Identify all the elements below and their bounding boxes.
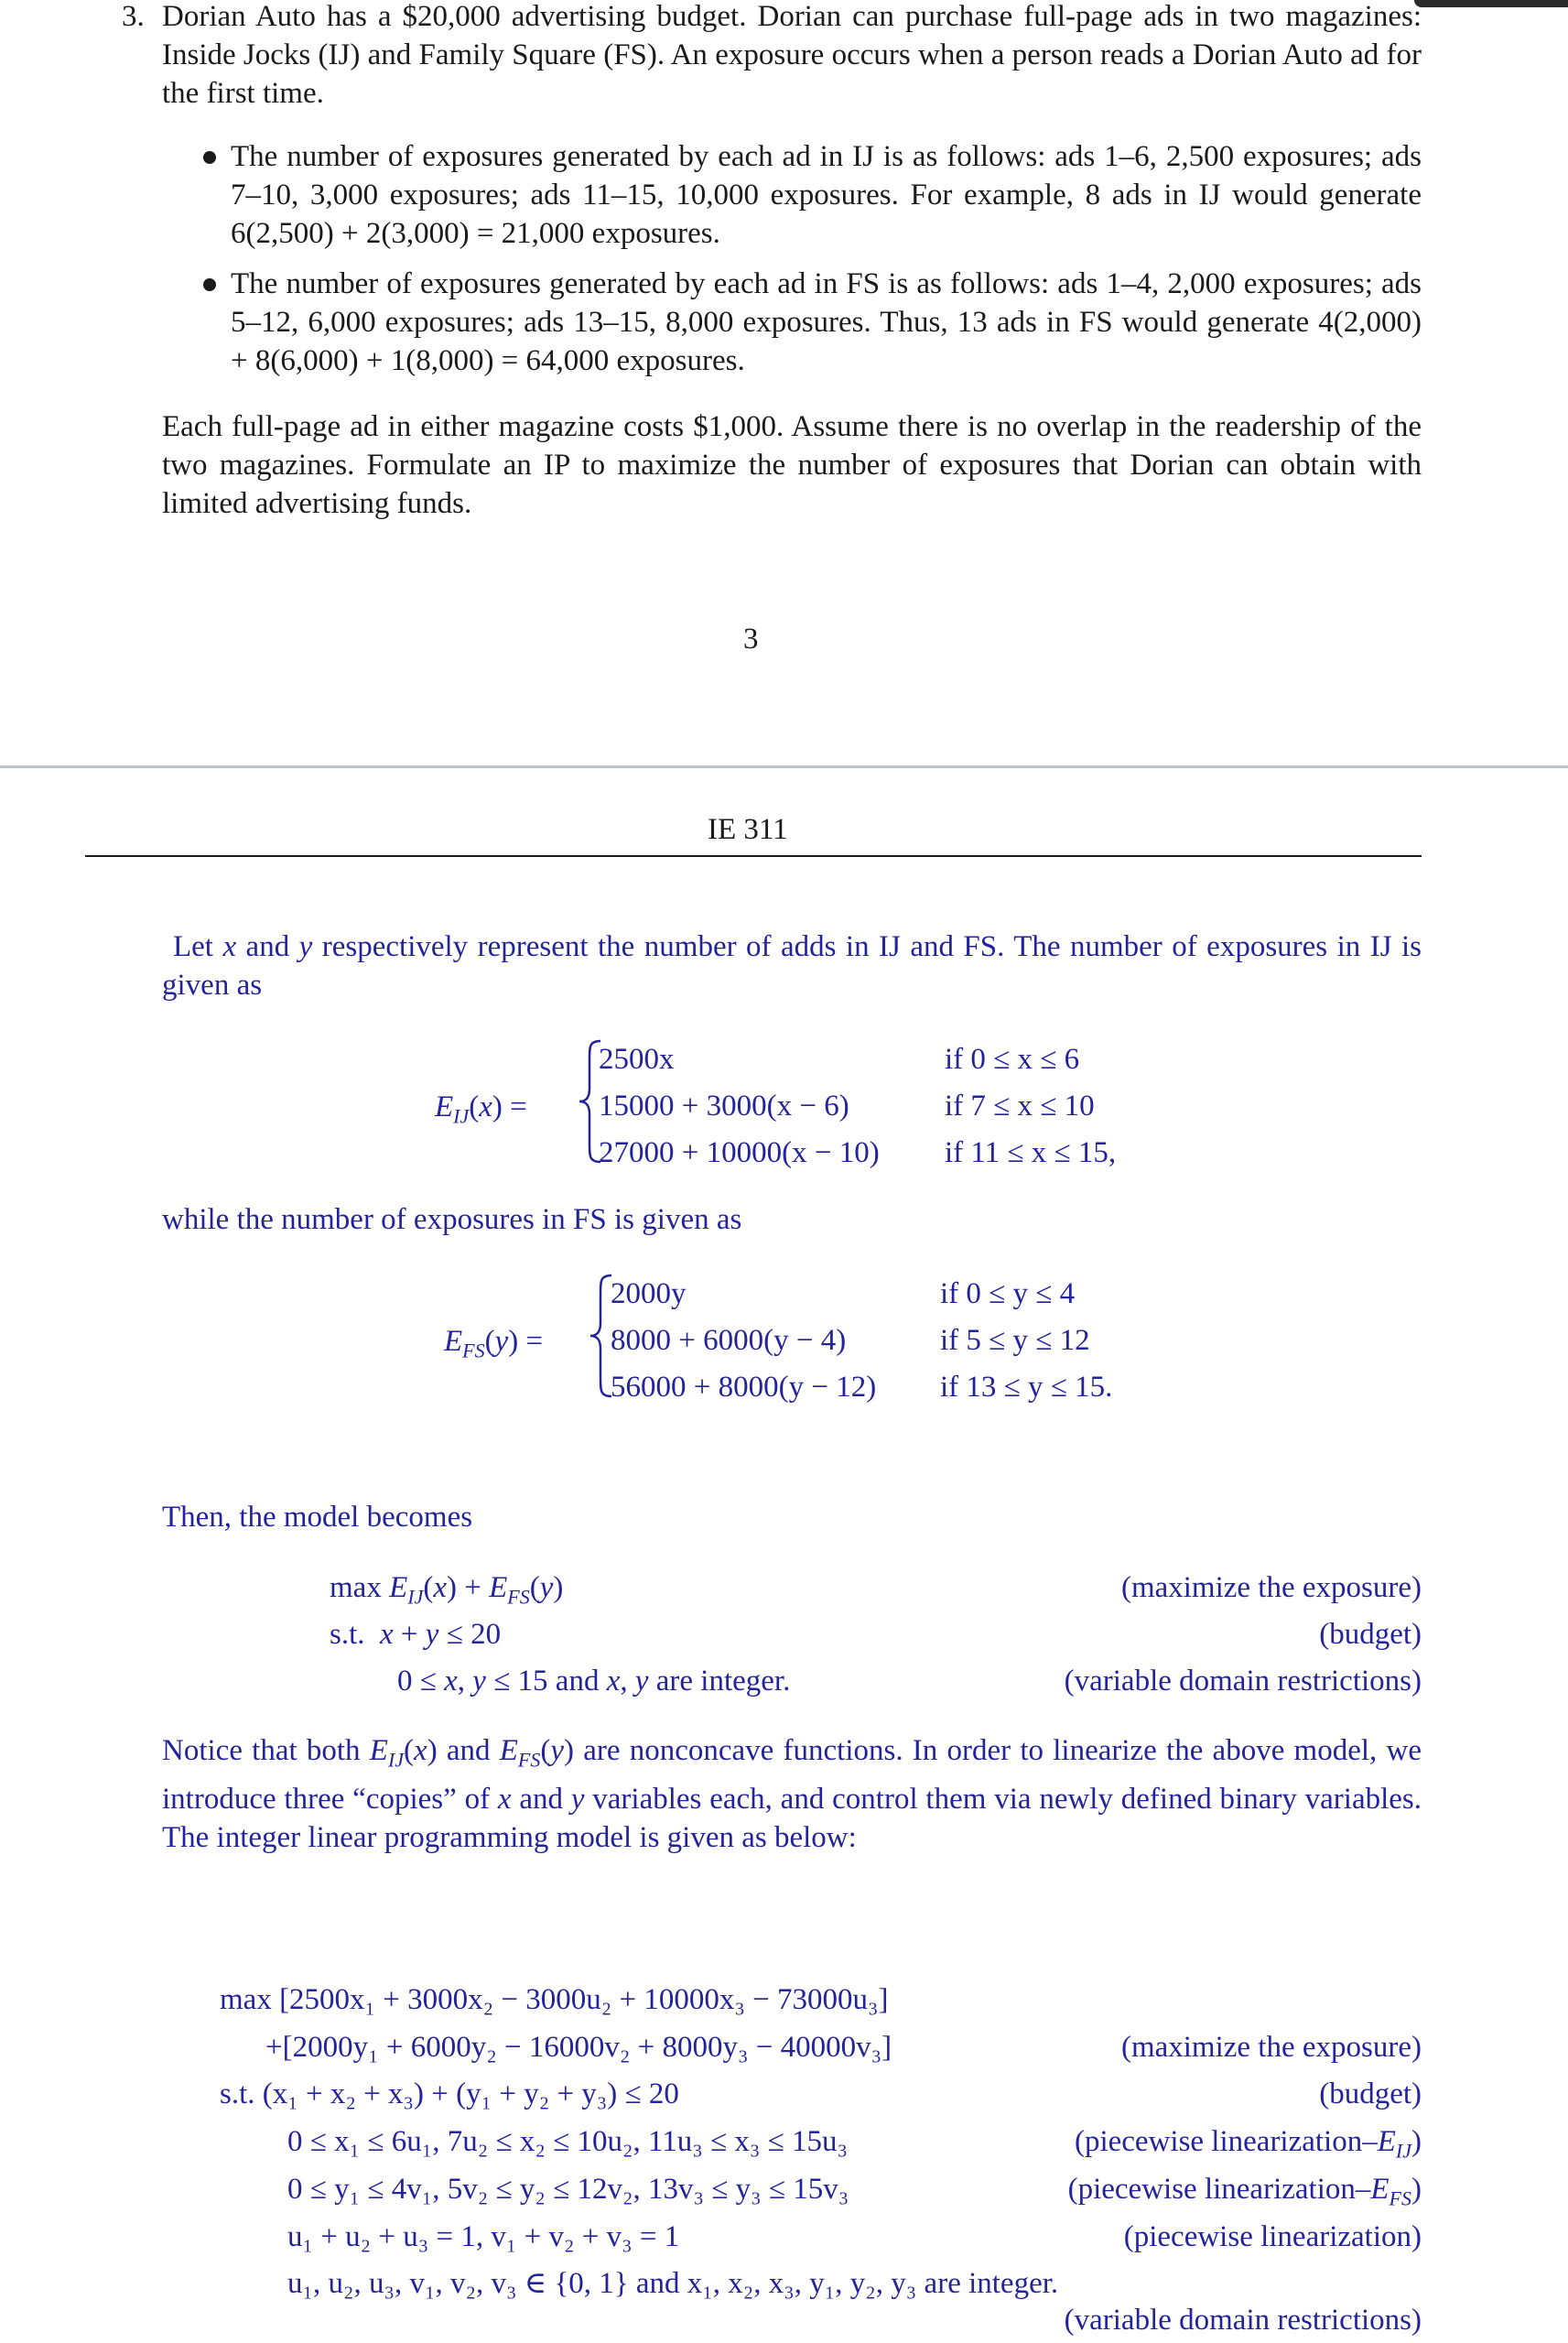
model-objective: $\max E_{IJ}(x) + E_{FS}(y)$ [330, 1571, 564, 1609]
efs-cond-1: if 0 ≤ y ≤ 4 [940, 1277, 1076, 1310]
ilp-tag-domain: (variable domain restrictions) [1064, 2304, 1422, 2337]
efs-cond-2: if 5 ≤ y ≤ 12 [940, 1324, 1090, 1357]
ilp-tag-pw: (piecewise linearization) [1123, 2220, 1422, 2253]
notice-paragraph: Notice that both $E_{IJ}(x)$ and $E_{FS}(y)$ are nonconcave functions. In order to linearize the above model, we introduce three “copies” of x and y variables each, and control them via newly defined binary variables. The integer linear programming model is given as below: [162, 1734, 1422, 1854]
problem-intro: Dorian Auto has a $20,000 advertising budget. Dorian can purchase full-page ads in two magazines: Inside Jocks (IJ) and Family Square (FS). An exposure occurs when a person reads a Dorian Auto ad for the first time. [162, 0, 1422, 110]
ilp-line-2: +[2000y₁ + 6000y₂ − 16000v₂ + 8000y₃ − 40000v₃] [265, 2031, 892, 2064]
ilp-tag-objective: (maximize the exposure) [1120, 2031, 1422, 2064]
model-constraint-1: s.t. x + y ≤ 20 [330, 1618, 502, 1651]
eij-cond-1: if 0 ≤ x ≤ 6 [945, 1043, 1080, 1076]
eij-cond-3: if 11 ≤ x ≤ 15, [945, 1136, 1117, 1169]
model-constraint-2: 0 ≤ x, y ≤ 15 and x, y are integer. [397, 1665, 791, 1698]
ilp-line-5: 0 ≤ y₁ ≤ 4v₁, 5v₂ ≤ y₂ ≤ 12v₂, 13v₃ ≤ y₃ ≤ 15v₃ [287, 2173, 849, 2206]
bullet-2-icon [203, 278, 216, 291]
page-number: 3 [743, 623, 759, 656]
ilp-line-4: 0 ≤ x₁ ≤ 6u₁, 7u₂ ≤ x₂ ≤ 10u₂, 11u₃ ≤ x₃ ≤ 15u₃ [287, 2125, 848, 2158]
eij-case-3: 27000 + 10000(x − 10) [599, 1136, 880, 1169]
model-tag-budget: (budget) [1319, 1618, 1422, 1651]
ilp-tag-pw-efs: (piecewise linearization–$E_{FS}$) [1067, 2173, 1422, 2210]
eij-case-1: 2500x [599, 1043, 675, 1076]
eij-lhs: $E_{IJ}(x)$ = [435, 1090, 527, 1128]
top-edge-tab [1414, 0, 1568, 7]
ilp-line-7: u₁, u₂, u₃, v₁, v₂, v₃ ∈ {0, 1} and x₁, x₂, x₃, y₁, y₂, y₃ are integer. [287, 2267, 1059, 2300]
solution-intro: Let x and y respectively represent the number of adds in IJ and FS. The number of exposures in IJ is given as [162, 930, 1422, 1002]
problem-number: 3. [122, 0, 145, 33]
model-intro: Then, the model becomes [162, 1501, 473, 1534]
efs-case-1: 2000y [611, 1277, 687, 1310]
eij-cond-2: if 7 ≤ x ≤ 10 [945, 1090, 1095, 1123]
header-rule [85, 855, 1422, 857]
efs-cond-3: if 13 ≤ y ≤ 15. [940, 1371, 1113, 1404]
problem-closing: Each full-page ad in either magazine costs $1,000. Assume there is no overlap in the readership of the two magazines. Formulate an IP to maximize the number of exposures that Dorian can obtain with limited advertising funds. [162, 410, 1422, 520]
ilp-tag-budget: (budget) [1319, 2077, 1422, 2110]
efs-case-2: 8000 + 6000(y − 4) [611, 1324, 847, 1357]
ilp-line-6: u₁ + u₂ + u₃ = 1, v₁ + v₂ + v₃ = 1 [287, 2220, 680, 2253]
ilp-line-1: max [2500x₁ + 3000x₂ − 3000u₂ + 10000x₃ − 73000u₃] [220, 1983, 889, 2016]
page-separator [0, 765, 1568, 768]
ilp-line-3: s.t. (x₁ + x₂ + x₃) + (y₁ + y₂ + y₃) ≤ 20 [220, 2077, 679, 2110]
efs-lhs: $E_{FS}(y)$ = [444, 1325, 544, 1362]
problem-bullet-2: The number of exposures generated by each ad in FS is as follows: ads 1–4, 2,000 exposures; ads 5–12, 6,000 exposures; ads 13–15, 8,000 exposures. Thus, 13 ads in FS would generate 4(2,000) + 8(6,000) + 1(8,000) = 64,000 exposures. [231, 267, 1422, 377]
bullet-1-icon [203, 151, 216, 164]
problem-bullet-1: The number of exposures generated by each ad in IJ is as follows: ads 1–6, 2,500 exposures; ads 7–10, 3,000 exposures; ads 11–15, 10,000 exposures. For example, 8 ads in IJ would generate 6(2,500) + 2(3,000) = 21,000 exposures. [231, 140, 1422, 250]
eij-case-2: 15000 + 3000(x − 6) [599, 1090, 849, 1123]
ilp-tag-pw-eij: (piecewise linearization–$E_{IJ}$) [1074, 2125, 1422, 2163]
model-tag-objective: (maximize the exposure) [1120, 1571, 1422, 1604]
page-header: IE 311 [708, 813, 788, 846]
fs-intro: while the number of exposures in FS is given as [162, 1203, 742, 1236]
model-tag-domain: (variable domain restrictions) [1064, 1665, 1422, 1698]
efs-case-3: 56000 + 8000(y − 12) [611, 1371, 877, 1404]
